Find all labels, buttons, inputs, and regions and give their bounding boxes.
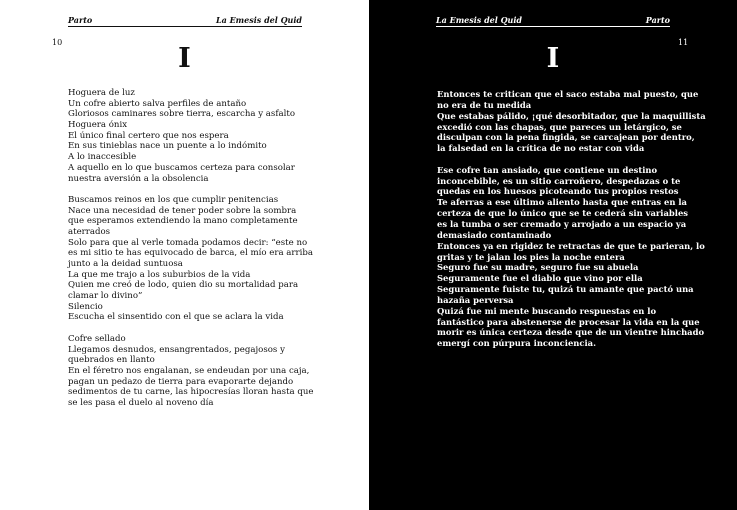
verse-line: sedimentos de tu carne, las hipocresías lloran hasta que xyxy=(68,387,314,398)
verse-line: La que me trajo a los suburbios de la vida xyxy=(68,269,251,280)
verse-line: excedió con las chapas, que pareces un letárgico, se xyxy=(437,121,682,132)
verse-line: es la tumba o ser cremado y arrojado a un espacio ya xyxy=(437,218,687,229)
verse-line: la falsedad en la crítica de no estar con vida xyxy=(437,143,645,154)
verse-line: Seguramente fue el diablo que vino por ella xyxy=(437,273,643,284)
verse-line: Seguro fue su madre, seguro fue su abuela xyxy=(437,262,639,273)
verse-line: inconcebible, es un sitio carroñero, despedazas o te xyxy=(437,175,681,186)
verse-line: En el féretro nos engalanan, se endeudan por una caja, xyxy=(68,365,310,376)
verse-line: Silencio xyxy=(68,301,103,312)
verse-line: El único final certero que nos espera xyxy=(68,130,229,141)
verse-line: Entonces te critican que el saco estaba mal puesto, que xyxy=(437,89,699,99)
verse-line: disculpan con la pena fingida, se carcajean por dentro, xyxy=(437,132,695,143)
running-header xyxy=(436,14,670,27)
verse-line: Quizá fue mi mente buscando respuestas en lo xyxy=(437,305,657,316)
right-page xyxy=(369,0,737,510)
verse-line: Escucha el sinsentido con el que se aclara la vida xyxy=(68,312,284,323)
header-section-title: Parto xyxy=(68,15,93,25)
verse-line: no era de tu medida xyxy=(437,99,532,110)
verse-line: junto a la deidad suntuosa xyxy=(68,259,183,269)
verse-line: fantástico para abstenerse de procesar la vida en la que xyxy=(437,316,700,327)
verse-line: certeza de que lo único que se te cederá sin variables xyxy=(437,208,688,219)
chapter-numeral-text: I xyxy=(178,43,191,74)
verse-line: Solo para que al verle tomada podamos decir: “este no xyxy=(68,237,308,248)
stanza-break xyxy=(68,323,304,334)
verse-line: Que estabas pálido, ¡qué desorbitador, que la maquillista xyxy=(437,110,706,121)
chapter-numeral xyxy=(369,43,737,74)
header-section-title: Parto xyxy=(645,15,670,25)
header-book-title: La Emesis del Quid xyxy=(436,15,523,25)
poem-text xyxy=(68,88,314,409)
verse-line: morir es única certeza desde que de un vientre hinchado xyxy=(437,327,705,338)
verse-line: Cofre sellado xyxy=(68,333,126,344)
verse-line: emergí con púrpura inconciencia. xyxy=(437,338,596,349)
verse-line: Hoguera ónix xyxy=(68,120,128,131)
verse-line: quebrados en llanto xyxy=(68,355,155,366)
verse-line: Nace una necesidad de tener poder sobre la sombra xyxy=(68,205,297,216)
page-number: 11 xyxy=(678,38,689,47)
verse-line: A aquello en lo que buscamos certeza para consolar xyxy=(68,162,295,173)
verse-line: Seguramente fuiste tu, quizá tu amante que pactó una xyxy=(437,284,694,295)
poem-text xyxy=(437,89,706,349)
verse-line: Ese cofre tan ansiado, que contiene un destino xyxy=(437,164,658,175)
chapter-numeral-text: I xyxy=(546,43,560,74)
verse-line: quedas en los huesos picoteando tus propios restos xyxy=(437,186,679,197)
verse-line: demasiado contaminado xyxy=(437,229,552,240)
verse-line: es mi sitio te has equivocado de barca, el mío era arriba xyxy=(68,248,314,259)
stanza-break xyxy=(437,154,673,165)
verse-line: Gloriosos caminares sobre tierra, escarcha y asfalto xyxy=(68,109,296,120)
verse-line: nuestra aversión a la obsolencia xyxy=(68,173,209,184)
verse-line: hazaña perversa xyxy=(437,294,514,305)
stanza-break xyxy=(68,184,304,195)
verse-line: Te aferras a ese último aliento hasta que entras en la xyxy=(437,197,687,208)
verse-line: Buscamos reinos en los que cumplir penitencias xyxy=(68,194,279,205)
verse-line: Quien me creó de lodo, quien dio su mortalidad para xyxy=(68,280,299,291)
verse-line: aterrados xyxy=(68,226,111,237)
verse-line: Hoguera de luz xyxy=(68,88,135,98)
page-number: 10 xyxy=(52,38,63,47)
verse-line: En sus tinieblas nace un puente a lo indómito xyxy=(68,141,267,152)
verse-line: que esperamos extendiendo la mano completamente xyxy=(68,216,298,227)
verse-line: gritas y te jalan los pies la noche entera xyxy=(437,251,625,262)
verse-line: Llegamos desnudos, ensangrentados, pegajosos y xyxy=(68,344,285,355)
verse-line: Un cofre abierto salva perfiles de antaño xyxy=(68,98,247,109)
header-book-title: La Emesis del Quid xyxy=(215,15,302,25)
verse-line: pagan un pedazo de tierra para evaporarte dejando xyxy=(68,376,294,387)
chapter-numeral xyxy=(0,43,369,74)
verse-line: clamar lo divino” xyxy=(68,291,143,302)
verse-line: Entonces ya en rigidez te retractas de que te parieran, lo xyxy=(437,240,705,251)
verse-line: se les pasa el duelo al noveno día xyxy=(68,397,214,408)
verse-line: A lo inaccesible xyxy=(68,152,137,163)
running-header xyxy=(68,14,302,27)
